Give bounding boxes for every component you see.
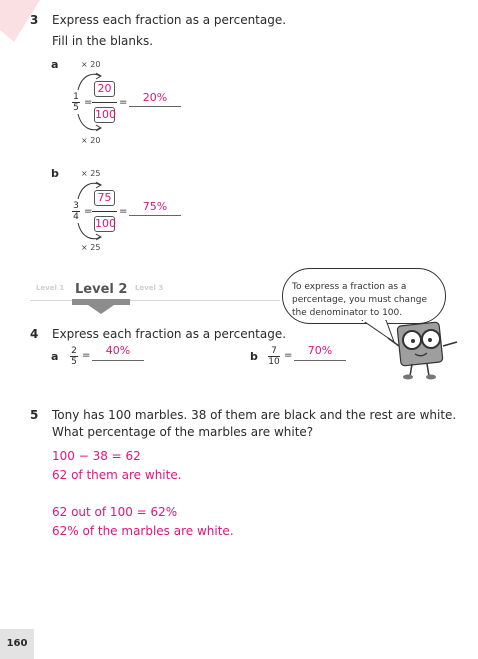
q3b-numerator-box[interactable]: 75 <box>94 190 115 206</box>
question-4-title: Express each fraction as a percentage. <box>52 327 287 341</box>
level-pointer <box>88 305 114 315</box>
question-5-line-2: What percentage of the marbles are white? <box>52 425 314 439</box>
answer-line <box>294 360 346 361</box>
equals-sign: = <box>84 206 93 217</box>
question-3-number: 3 <box>30 13 39 27</box>
equals-sign: = <box>119 97 128 108</box>
answer-line <box>92 360 144 361</box>
q4b-fraction <box>268 346 280 367</box>
q3a-denominator-box[interactable]: 100 <box>95 108 116 121</box>
question-5-number: 5 <box>30 408 39 422</box>
q3b-multiplier-top: × 25 <box>81 169 101 178</box>
page-number: 160 <box>0 629 34 659</box>
q4b-numerator: 7 <box>271 346 277 356</box>
mascot-character <box>385 316 465 382</box>
q4a-numerator: 2 <box>71 346 77 356</box>
fraction-bar <box>92 102 117 103</box>
q5-working-3: 62 out of 100 = 62% <box>52 505 178 519</box>
q3a-answer[interactable]: 20% <box>142 91 168 104</box>
q4a-denominator: 5 <box>71 357 77 367</box>
question-5-line-1: Tony has 100 marbles. 38 of them are black and the rest are white. <box>52 408 457 422</box>
q3a-multiplier-top: × 20 <box>81 60 101 69</box>
q3a-label: a <box>51 58 59 71</box>
q3b-fraction <box>72 201 80 222</box>
q3b-denominator-box[interactable]: 100 <box>95 217 116 230</box>
q3a-numerator: 1 <box>73 92 79 102</box>
question-4-number: 4 <box>30 327 39 341</box>
fraction-bar <box>92 211 117 212</box>
q4b-label: b <box>250 350 258 363</box>
level-1-label: Level 1 <box>36 284 65 292</box>
q3b-answer[interactable]: 75% <box>142 200 168 213</box>
q5-answer: 62% of the marbles are white. <box>52 524 234 538</box>
q4b-denominator: 10 <box>268 357 280 367</box>
q4a-label: a <box>51 350 59 363</box>
q3b-denominator: 4 <box>73 212 79 222</box>
level-divider <box>30 300 280 301</box>
q4a-answer[interactable]: 40% <box>105 344 131 357</box>
equals-sign: = <box>119 206 128 217</box>
equals-sign: = <box>284 350 293 361</box>
equals-sign: = <box>82 350 91 361</box>
question-3-instruction: Fill in the blanks. <box>52 34 154 48</box>
q4a-fraction <box>70 346 78 367</box>
level-2-label: Level 2 <box>75 282 128 297</box>
q3b-label: b <box>51 167 59 180</box>
hint-text: To express a fraction as a percentage, you must change the denominator to 100. <box>292 282 428 318</box>
level-3-label: Level 3 <box>135 284 164 292</box>
q3a-denominator: 5 <box>73 103 79 113</box>
q4b-answer[interactable]: 70% <box>307 344 333 357</box>
q3b-multiplier-bottom: × 25 <box>81 243 101 252</box>
answer-line <box>129 215 181 216</box>
question-3-title: Express each fraction as a percentage. <box>52 13 287 27</box>
q5-working-2: 62 of them are white. <box>52 468 182 482</box>
q3a-fraction <box>72 92 80 113</box>
q3b-numerator: 3 <box>73 201 79 211</box>
q3a-numerator-box[interactable]: 20 <box>94 81 115 97</box>
equals-sign: = <box>84 97 93 108</box>
q3a-multiplier-bottom: × 20 <box>81 136 101 145</box>
answer-line <box>129 106 181 107</box>
q5-working-1: 100 − 38 = 62 <box>52 449 141 463</box>
